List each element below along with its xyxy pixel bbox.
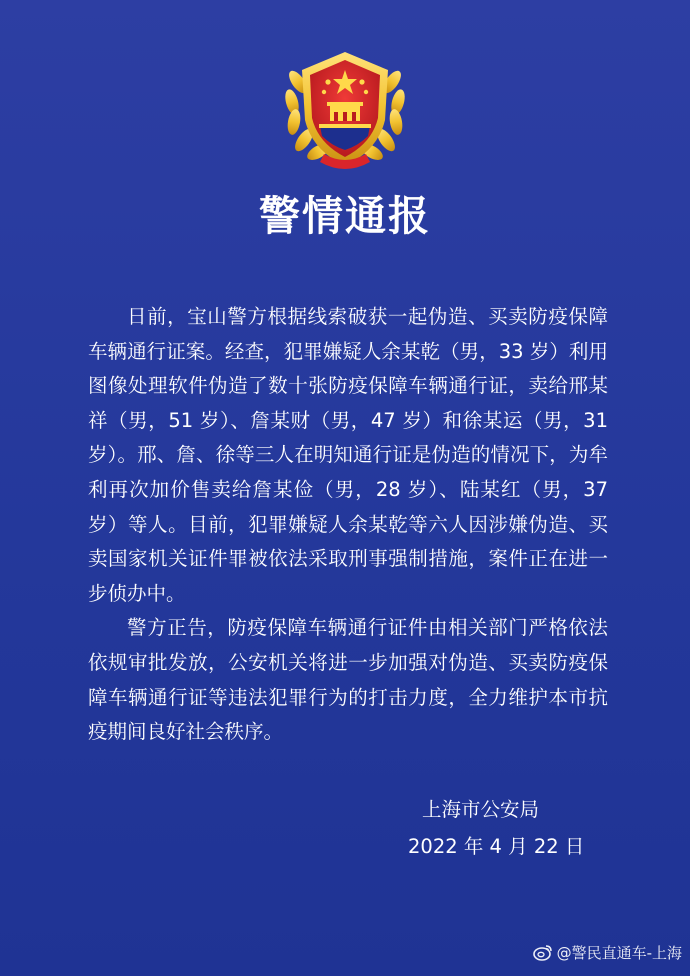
- watermark-text: @警民直通车-上海: [556, 943, 682, 962]
- weibo-logo-icon: [533, 943, 553, 961]
- issuer-signature: 上海市公安局: [422, 798, 540, 821]
- paragraph-1: 日前，宝山警方根据线索破获一起伪造、买卖防疫保障车辆通行证案。经查，犯罪嫌疑人余某乾（男，33 岁）利用图像处理软件伪造了数十张防疫保障车辆通行证，卖给邢某祥（男，51 岁）、詹某财（男，47 岁）和徐某运（男，31 岁）。邢、詹、徐等三人在明知通行证是伪造的情况下，为牟利再次加价售卖给詹某俭（男，28 岁）、陆某红（男，37 岁）等人。目前，犯罪嫌疑人余某乾等六人因涉嫌伪造、买卖国家机关证件罪被依法采取刑事强制措施，案件正在进一步侦办中。: [88, 305, 608, 605]
- page-title: 警情通报: [259, 192, 431, 240]
- issue-date: 2022 年 4 月 22 日: [408, 835, 585, 858]
- weibo-watermark: [533, 940, 682, 964]
- paragraph-2: 警方正告，防疫保障车辆通行证件由相关部门严格依法依规审批发放，公安机关将进一步加强对伪造、买卖防疫保障车辆通行证等违法犯罪行为的打击力度，全力维护本市抗疫期间良好社会秩序。: [88, 616, 608, 744]
- notice-body: [88, 300, 608, 750]
- police-emblem-icon: [272, 42, 418, 174]
